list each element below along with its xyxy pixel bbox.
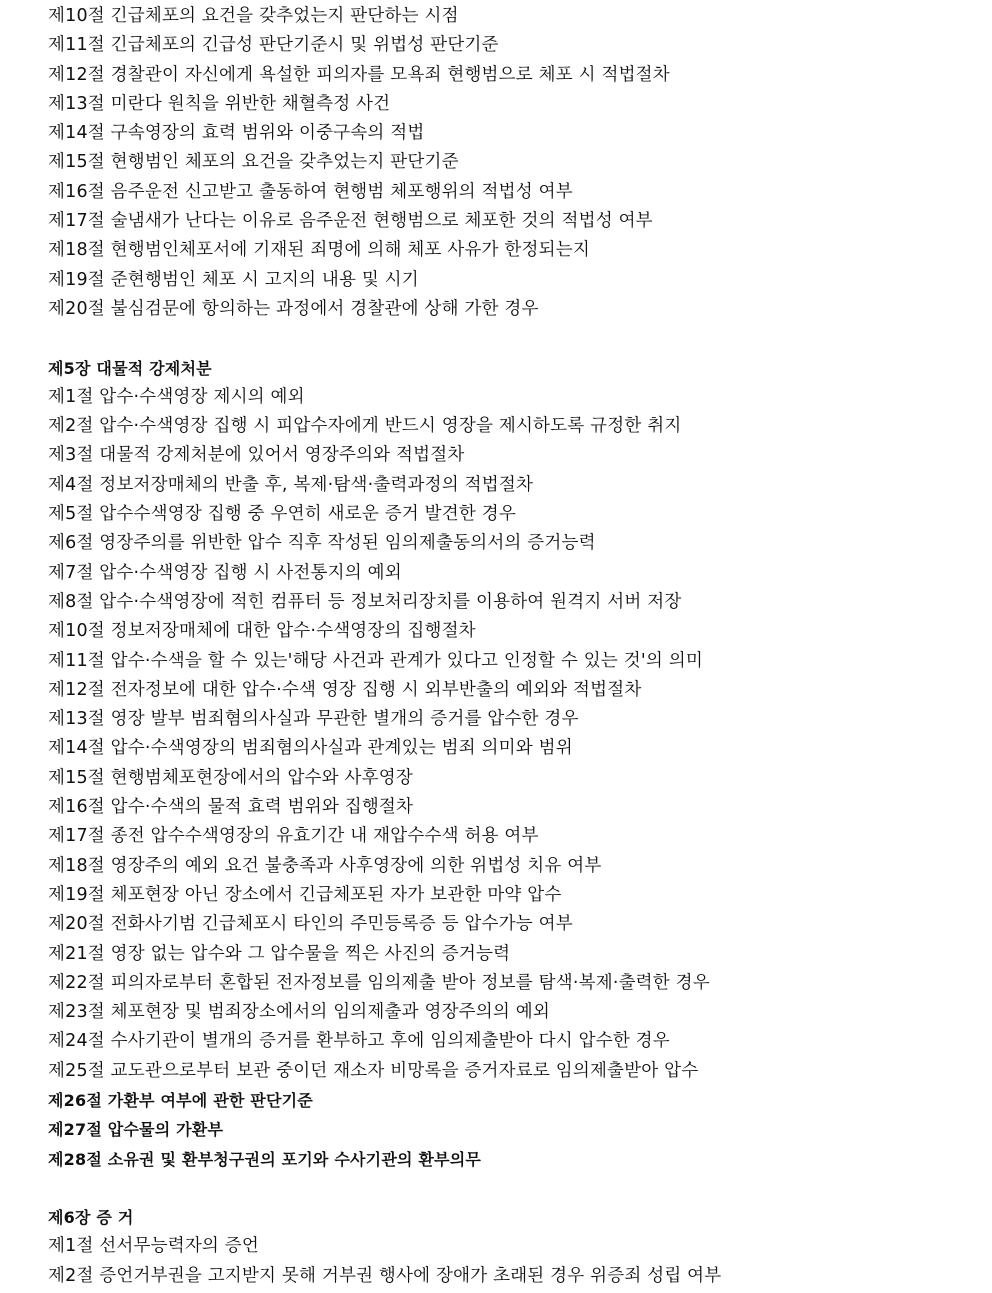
section-entry: 제15절 현행범인 체포의 요건을 갖추었는지 판단기준 xyxy=(48,152,459,173)
section-gap xyxy=(48,1174,978,1203)
section-entry: 제12절 전자정보에 대한 압수·수색 영장 집행 시 외부반출의 예외와 적법절차 xyxy=(48,679,642,700)
section-entry: 제10절 긴급체포의 요건을 갖추었는지 판단하는 시점 xyxy=(48,6,459,26)
section-entry: 제20절 불심검문에 항의하는 과정에서 경찰관에 상해 가한 경우 xyxy=(48,298,539,319)
section-entry: 제28절 소유권 및 환부청구권의 포기와 수사기관의 환부의무 xyxy=(48,1149,482,1169)
section-entry: 제5절 압수수색영장 집행 중 우연히 새로운 증거 발견한 경우 xyxy=(48,504,516,525)
section-1 xyxy=(48,354,978,1174)
section-entry: 제16절 음주운전 신고받고 출동하여 현행범 체포행위의 적법성 여부 xyxy=(48,181,573,202)
section-entry: 제1절 선서무능력자의 증언 xyxy=(48,1236,260,1257)
section-entry: 제23절 체포현장 및 범죄장소에서의 임의제출과 영장주의의 예외 xyxy=(48,1002,550,1023)
section-entry: 제20절 전화사기범 긴급체포시 타인의 주민등록증 등 압수가능 여부 xyxy=(48,914,573,935)
section-entry: 제2절 압수·수색영장 집행 시 피압수자에게 반드시 영장을 제시하도록 규정한 취지 xyxy=(48,416,682,437)
section-entry: 제24절 수사기관이 별개의 증거를 환부하고 후에 임의제출받아 다시 압수한 경우 xyxy=(48,1031,670,1052)
section-entry: 제18절 영장주의 예외 요건 불충족과 사후영장에 의한 위법성 치유 여부 xyxy=(48,855,602,876)
section-entry: 제6절 영장주의를 위반한 압수 직후 작성된 임의제출동의서의 증거능력 xyxy=(48,533,596,554)
section-entry: 제11절 압수·수색을 할 수 있는'해당 사건과 관계가 있다고 인정할 수 있는 것'의 의미 xyxy=(48,650,703,671)
section-entry: 제26절 가환부 여부에 관한 판단기준 xyxy=(48,1090,313,1110)
section-entry: 제1절 압수·수색영장 제시의 예외 xyxy=(48,386,305,407)
section-entry: 제19절 체포현장 아닌 장소에서 긴급체포된 자가 보관한 마약 압수 xyxy=(48,884,562,905)
section-entry: 제12절 경찰관이 자신에게 욕설한 피의자를 모욕죄 현행범으로 체포 시 적법절차 xyxy=(48,64,670,85)
section-entry: 제14절 압수·수색영장의 범죄혐의사실과 관계있는 범죄 의미와 범위 xyxy=(48,738,573,759)
section-entry: 제10절 정보저장매체에 대한 압수·수색영장의 집행절차 xyxy=(48,621,476,642)
section-entry: 제13절 미란다 원칙을 위반한 채혈측정 사건 xyxy=(48,93,391,114)
section-2 xyxy=(48,1203,978,1291)
section-entry: 제21절 영장 없는 압수와 그 압수물을 찍은 사진의 증거능력 xyxy=(48,943,511,964)
section-entry: 제17절 종전 압수수색영장의 유효기간 내 재압수수색 허용 여부 xyxy=(48,826,539,847)
document-body xyxy=(48,2,978,1291)
section-entry: 제25절 교도관으로부터 보관 중이던 재소자 비망록을 증거자료로 임의제출받아 압수 xyxy=(48,1060,699,1081)
section-entry: 제19절 준현행범인 체포 시 고지의 내용 및 시기 xyxy=(48,269,419,290)
section-entry: 제22절 피의자로부터 혼합된 전자정보를 임의제출 받아 정보를 탐색·복제·출력한 경우 xyxy=(48,972,710,993)
section-entry: 제7절 압수·수색영장 집행 시 사전통지의 예외 xyxy=(48,562,402,583)
section-entry: 제8절 압수·수색영장에 적힌 컴퓨터 등 정보처리장치를 이용하여 원격지 서버 저장 xyxy=(48,591,682,612)
chapter-heading: 제5장 대물적 강제처분 xyxy=(48,358,212,378)
section-0 xyxy=(48,2,978,324)
section-entry: 제4절 정보저장매체의 반출 후, 복제·탐색·출력과정의 적법절차 xyxy=(48,474,534,495)
chapter-heading: 제6장 증 거 xyxy=(48,1208,134,1228)
section-entry: 제3절 대물적 강제처분에 있어서 영장주의와 적법절차 xyxy=(48,445,465,466)
section-entry: 제2절 증언거부권을 고지받지 못해 거부권 행사에 장애가 초래된 경우 위증죄 성립 여부 xyxy=(48,1265,722,1286)
section-entry: 제18절 현행범인체포서에 기재된 죄명에 의해 체포 사유가 한정되는지 xyxy=(48,240,590,261)
section-entry: 제14절 구속영장의 효력 범위와 이중구속의 적법 xyxy=(48,123,425,144)
section-entry: 제13절 영장 발부 범죄혐의사실과 무관한 별개의 증거를 압수한 경우 xyxy=(48,709,579,730)
section-entry: 제27절 압수물의 가환부 xyxy=(48,1120,224,1140)
section-entry: 제11절 긴급체포의 긴급성 판단기준시 및 위법성 판단기준 xyxy=(48,35,499,56)
section-entry: 제16절 압수·수색의 물적 효력 범위와 집행절차 xyxy=(48,797,414,818)
section-entry: 제17절 술냄새가 난다는 이유로 음주운전 현행범으로 체포한 것의 적법성 여부 xyxy=(48,211,653,232)
section-gap xyxy=(48,324,978,353)
section-entry: 제15절 현행범체포현장에서의 압수와 사후영장 xyxy=(48,767,413,788)
